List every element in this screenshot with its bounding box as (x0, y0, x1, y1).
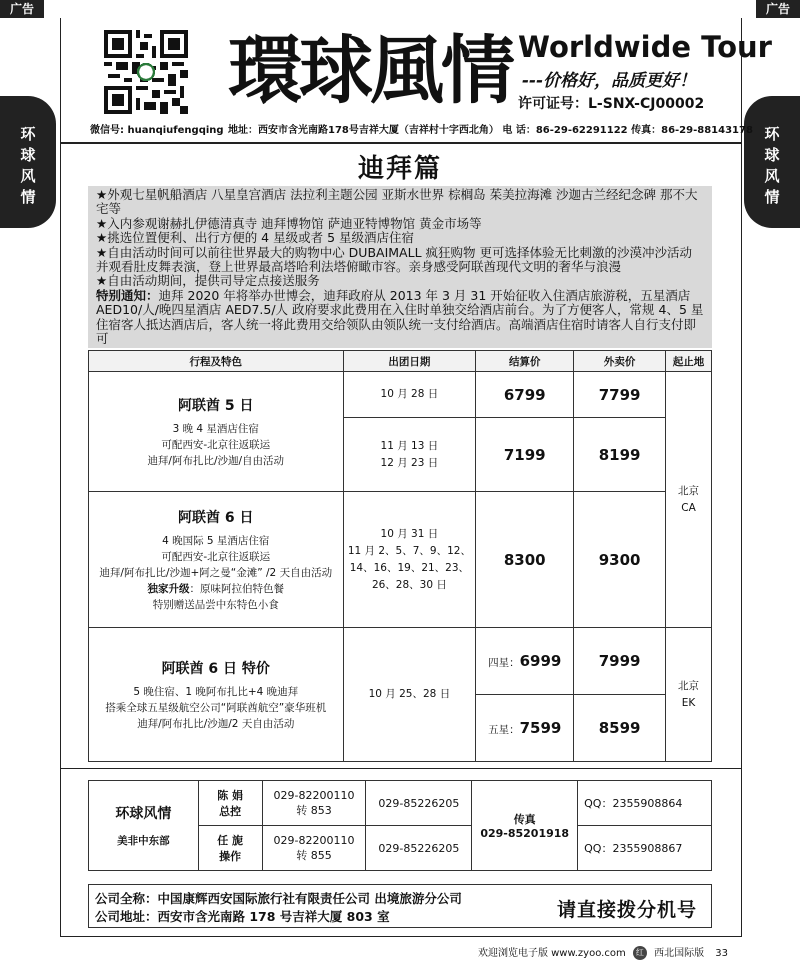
product-desc: 5 晚住宿、1 晚阿布扎比+4 晚迪拜 (133, 685, 299, 698)
origin-city: 北京 (678, 484, 700, 497)
departure-dates (343, 628, 476, 762)
product-cell (89, 372, 344, 492)
itinerary-table (88, 350, 712, 762)
fax-number[interactable]: 029-85201918 (480, 827, 570, 840)
header-settle-price: 结算价 (476, 351, 574, 372)
departure-dates (343, 372, 476, 418)
table-header-row (89, 351, 712, 372)
header-dates: 出团日期 (343, 351, 476, 372)
phone-number[interactable]: 029-82200110 (273, 833, 355, 847)
star-label: 四星： (488, 657, 520, 669)
feature-notice-box (88, 186, 712, 348)
table-row (89, 372, 712, 418)
product-desc: 可配西安-北京往返联运 (161, 438, 271, 451)
retail-price: 8199 (574, 418, 666, 492)
fax-cell (472, 781, 578, 871)
airline-code: EK (681, 696, 696, 709)
date-line: 10 月 25、28 日 (368, 688, 451, 700)
star-label: 五星： (488, 724, 520, 736)
company-full-name: 公司全称：中国康辉西安国际旅行社有限责任公司 出境旅游分公司 (95, 891, 462, 906)
airline-code: CA (681, 501, 696, 514)
product-desc: 迪拜/阿布扎比/沙迦/自由活动 (147, 454, 285, 467)
license-number: 许可证号：L-SNX-CJ00002 (518, 96, 705, 112)
contact-table (88, 780, 712, 871)
notice-line: ★入内参观谢赫扎伊德清真寺 迪拜博物馆 萨迪亚特博物馆 黄金市场等 (96, 215, 482, 231)
contact-phone2[interactable]: 029-85226205 (366, 826, 472, 871)
product-upgrade (89, 581, 343, 597)
qq-number[interactable]: QQ：2355908864 (578, 781, 712, 826)
phone-ext: 转 853 (296, 803, 332, 817)
origin-city: 北京 (678, 679, 700, 692)
contact-phone[interactable] (262, 781, 366, 826)
settle-price: 7199 (476, 418, 574, 492)
header-retail-price: 外卖价 (574, 351, 666, 372)
date-line: 26、28、30 日 (371, 578, 447, 591)
contact-person (198, 781, 262, 826)
company-info (88, 884, 712, 928)
brand-slogan: ---价格好，品质更好！ (522, 71, 697, 91)
contact-row (89, 781, 712, 826)
person-name: 任 旎 (217, 834, 244, 847)
person-name: 陈 娟 (217, 789, 244, 802)
person-role: 总控 (219, 805, 242, 818)
upgrade-text: ：原味阿拉伯特色餐 (189, 582, 284, 595)
product-desc: 可配西安-北京往返联运 (161, 550, 271, 563)
page-title: 迪拜篇 (357, 154, 442, 184)
side-tab-right-text: 环球风情 (764, 125, 780, 206)
contact-person (198, 826, 262, 871)
ad-tag-right: 广告 (756, 0, 800, 18)
ad-tag-left: 广告 (0, 0, 44, 18)
special-notice-text: 迪拜 2020 年将举办世博会，迪拜政府从 2013 年 3 月 31 开始征收入住酒店旅游税，五星酒店 AED10/人/晚四星酒店 AED7.5/人 政府要求此费用在入住时单独交给酒店前台。为了方便客人，常规 4、5 星住宿客人抵达酒店后，客人统一将此费用交给领队由领队统一支付给酒店。高端酒店住宿时请客人自行支付即可 (96, 287, 704, 347)
date-line: 11 月 13 日 (380, 439, 439, 452)
notice-line: ★外观七星帆船酒店 八星皇宫酒店 法拉利主题公园 亚斯水世界 棕榈岛 茱美拉海滩 沙迦古兰经纪念碑 那不大宅等 (96, 187, 698, 217)
footer-edition: 西北国际版 (654, 948, 705, 959)
settle-price-cell (476, 695, 574, 762)
settle-price: 6999 (519, 652, 562, 670)
product-desc: 迪拜/阿布扎比/沙迦/2 天自由活动 (137, 717, 295, 730)
publisher-logo-icon: 红 (633, 946, 647, 960)
retail-price: 7999 (574, 628, 666, 695)
origin-cell (666, 372, 712, 628)
settle-price: 8300 (476, 492, 574, 628)
table-row (89, 492, 712, 628)
brand-name-en: Worldwide Tour (518, 30, 772, 64)
date-line: 14、16、19、21、23、 (349, 561, 470, 574)
departure-dates (343, 418, 476, 492)
wechat-id: 微信号: huanqiufengqing (90, 125, 224, 136)
header-address: 地址：西安市含光南路178号吉祥大厦（吉祥村十字西北角） 电 话：86-29-62291122 传真：86-29-88143178 (228, 125, 753, 136)
header-origin: 起止地 (666, 351, 712, 372)
product-cell (89, 628, 344, 762)
fax-label: 传真 (513, 813, 536, 826)
settle-price: 7599 (519, 719, 562, 737)
product-desc: 特别赠送品尝中东特色小食 (152, 598, 279, 611)
upgrade-label: 独家升级 (147, 582, 190, 595)
product-desc: 3 晚 4 星酒店住宿 (172, 422, 259, 435)
footer-website[interactable]: 欢迎浏览电子版 www.zyoo.com (477, 948, 626, 959)
product-desc: 迪拜/阿布扎比/沙迦+阿之曼“金滩” /2 天自由活动 (99, 566, 333, 579)
header-itinerary: 行程及特色 (89, 351, 344, 372)
departure-dates (343, 492, 476, 628)
qq-number[interactable]: QQ：2355908867 (578, 826, 712, 871)
page-number: 33 (715, 948, 728, 959)
company-address: 公司地址：西安市含光南路 178 号吉祥大厦 803 室 (95, 909, 390, 924)
contact-brand: 环球风情 (115, 806, 172, 822)
date-line: 12 月 23 日 (380, 456, 439, 469)
notice-line: ★挑选位置便利、出行方便的 4 星级或者 5 星级酒店住宿 (96, 230, 415, 246)
notice-line: ★自由活动时间可以前往世界最大的购物中心 DUBAIMALL 疯狂购物 更可选择体验无比刺激的沙漠冲沙活动并观看肚皮舞表演，登上世界最高塔哈利法塔俯瞰市容。亲身感受阿联酋现代文明的奢华与浪漫 (96, 244, 692, 275)
retail-price: 9300 (574, 492, 666, 628)
qr-code-icon (104, 30, 188, 114)
origin-cell (666, 628, 712, 762)
contact-phone2[interactable]: 029-85226205 (366, 781, 472, 826)
call-to-action: 请直接拨分机号 (556, 899, 697, 921)
settle-price: 6799 (476, 372, 574, 418)
special-notice (96, 289, 704, 347)
section-divider (60, 768, 742, 769)
contact-phone[interactable] (262, 826, 366, 871)
date-line: 11 月 2、5、7、9、12、 (347, 544, 471, 557)
phone-ext: 转 855 (296, 848, 332, 862)
product-name: 阿联酋 6 日 (178, 509, 254, 526)
table-row (89, 628, 712, 695)
date-line: 10 月 31 日 (380, 527, 439, 540)
page-footer (478, 944, 728, 960)
side-tab-left-text: 环球风情 (20, 125, 36, 206)
phone-number[interactable]: 029-82200110 (273, 788, 355, 802)
product-desc: 4 晚国际 5 星酒店住宿 (162, 534, 270, 547)
header-divider (60, 142, 742, 144)
retail-price: 8599 (574, 695, 666, 762)
product-cell (89, 492, 344, 628)
brand-name-cn: 環球風情 (228, 28, 512, 114)
notice-line: ★自由活动期间，提供司导定点接送服务 (96, 273, 320, 289)
person-role: 操作 (219, 850, 242, 863)
product-name: 阿联酋 6 日 特价 (161, 660, 270, 677)
special-notice-label: 特别通知： (96, 287, 159, 303)
contact-brand-cell (89, 781, 199, 871)
date-line: 10 月 28 日 (380, 388, 439, 400)
retail-price: 7799 (574, 372, 666, 418)
settle-price-cell (476, 628, 574, 695)
product-name: 阿联酋 5 日 (178, 397, 254, 414)
product-desc: 搭乘全球五星级航空公司“阿联酋航空”豪华班机 (105, 701, 327, 714)
contact-dept: 美非中东部 (117, 835, 170, 847)
